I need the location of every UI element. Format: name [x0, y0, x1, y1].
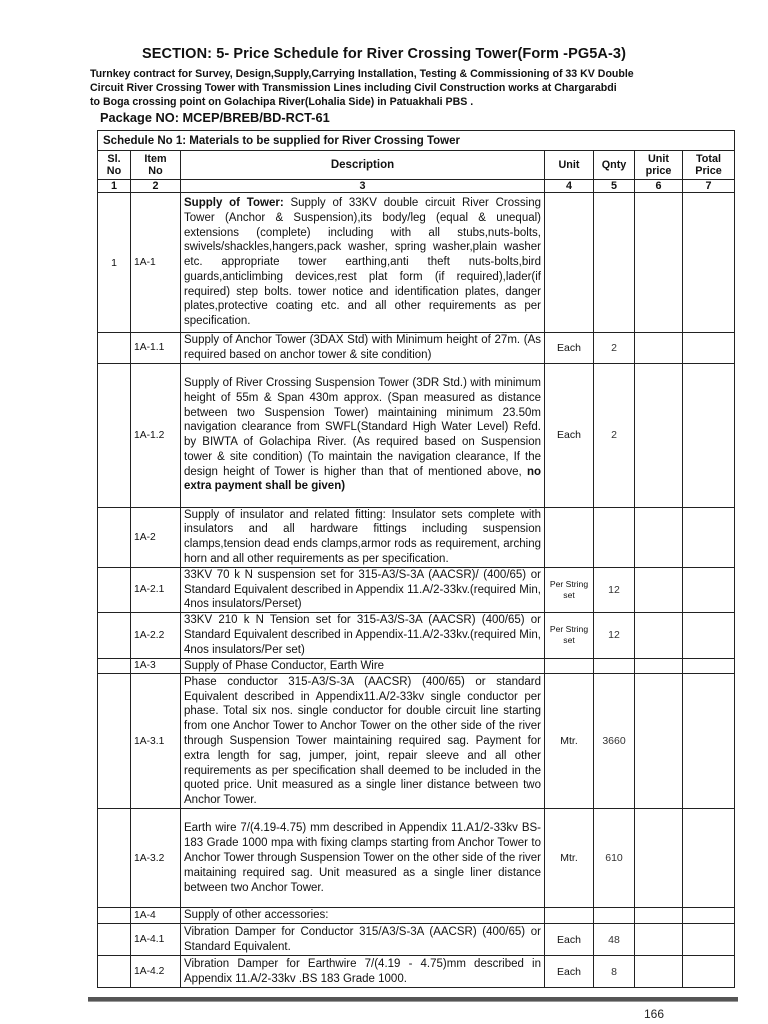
description-cell	[181, 193, 545, 333]
description-cell	[181, 674, 545, 809]
table-row	[98, 924, 735, 956]
unit-price-cell	[635, 193, 683, 333]
unit-price-cell	[635, 363, 683, 507]
unit-cell: Per String set	[545, 613, 594, 658]
total-price-cell	[683, 908, 735, 924]
table-row	[98, 908, 735, 924]
quantity-cell: 48	[594, 924, 635, 956]
sl-no-cell	[98, 658, 131, 674]
description-cell	[181, 908, 545, 924]
quantity-cell: 3660	[594, 674, 635, 809]
description-text: Supply of Anchor Tower (3DAX Std) with Minimum height of 27m. (As required based on anchor tower & site condition)	[184, 334, 541, 361]
unit-cell: Each	[545, 333, 594, 364]
footer-rule	[88, 997, 738, 1002]
unit-cell: Mtr.	[545, 809, 594, 908]
sl-no-cell: 1	[98, 193, 131, 333]
page-number: 166	[644, 1007, 665, 1021]
description-text: Supply of Phase Conductor, Earth Wire	[184, 659, 385, 672]
header-sl-no: Sl. No	[98, 151, 131, 180]
item-no-cell: 1A-1.2	[131, 363, 181, 507]
item-no-cell: 1A-3.2	[131, 809, 181, 908]
subtitle-line: Circuit River Crossing Tower with Transmission Lines including Civil Construction works at Chargarabdi	[90, 82, 617, 94]
item-no-cell: 1A-3	[131, 658, 181, 674]
unit-price-cell	[635, 908, 683, 924]
description-text: 33KV 70 k N suspension set for 315-A3/S-3A (AACSR)/ (400/65) or Standard Equivalent described in Appendix 11.A/2-33kv.(required Min, 4nos insulators/Perset)	[184, 568, 541, 611]
column-number: 3	[181, 180, 545, 193]
quantity-cell	[594, 908, 635, 924]
sl-no-cell	[98, 674, 131, 809]
description-emphasis: no extra payment shall be given)	[184, 465, 541, 493]
item-no-cell: 1A-4.2	[131, 956, 181, 988]
unit-price-cell	[635, 567, 683, 612]
description-text: Vibration Damper for Conductor 315/A3/S-3A (AACSR) (400/65) or Standard Equivalent.	[184, 925, 541, 953]
table-row	[98, 567, 735, 612]
table-row	[98, 809, 735, 908]
description-cell	[181, 333, 545, 364]
column-number: 7	[683, 180, 735, 193]
sl-no-cell	[98, 567, 131, 612]
unit-price-cell	[635, 674, 683, 809]
description-text: Earth wire 7/(4.19-4.75) mm described in Appendix 11.A1/2-33kv BS-183 Grade 1000 mpa with fixing clamps starting from Anchor Tower to Anchor Tower through Suspension Tower on the other side of the river maitaining required sag. Unit measured as a single liner distance between two Anchor Tower.	[184, 822, 541, 894]
item-no-cell: 1A-4.1	[131, 924, 181, 956]
column-number: 1	[98, 180, 131, 193]
quantity-cell	[594, 658, 635, 674]
column-number: 5	[594, 180, 635, 193]
unit-price-cell	[635, 924, 683, 956]
description-text: Supply of River Crossing Suspension Tower (3DR Std.) with minimum height of 55m & Span 430m approx. (Span measured as distance between two Suspension Tower) maintaining minimum 23.50m navigation clearance from SWFL(Standard High Water Level) Refd. by BIWTA of Golachipa River. (As required based on Suspension tower & site condition) (To maintain the navigation clearance, If the design height of Tower is higher than that of mentioned above,	[184, 376, 541, 478]
price-schedule-table	[97, 130, 735, 988]
subtitle-line: Turnkey contract for Survey, Design,Supply,Carrying Installation, Testing & Commissioning of 33 KV Double	[90, 68, 634, 80]
item-no-cell: 1A-2.1	[131, 567, 181, 612]
unit-price-cell	[635, 956, 683, 988]
description-cell	[181, 809, 545, 908]
table-row	[98, 363, 735, 507]
total-price-cell	[683, 956, 735, 988]
item-no-cell: 1A-3.1	[131, 674, 181, 809]
table-row	[98, 674, 735, 809]
description-text: Supply of other accessories:	[184, 909, 329, 922]
description-cell	[181, 507, 545, 567]
unit-cell	[545, 193, 594, 333]
description-text: 33KV 210 k N Tension set for 315-A3/S-3A (AACSR) (400/65) or Standard Equivalent described in Appendix-11.A/2-33kv.(required Min, 4nos insulators/Per set)	[184, 614, 541, 656]
sl-no-cell	[98, 956, 131, 988]
description-text: Supply of insulator and related fitting: Insulator sets complete with insulators and all hardware fittings including suspension clamps,tension dead ends clamps,armor rods as requirement, arching horn and all other requirements as per specification.	[184, 508, 541, 565]
unit-price-cell	[635, 658, 683, 674]
unit-cell	[545, 908, 594, 924]
item-no-cell: 1A-2.2	[131, 613, 181, 658]
table-row	[98, 956, 735, 988]
table-row	[98, 333, 735, 364]
description-cell	[181, 658, 545, 674]
description-cell	[181, 567, 545, 612]
contract-subtitle	[90, 67, 690, 109]
column-number: 2	[131, 180, 181, 193]
unit-cell	[545, 658, 594, 674]
column-number-row	[98, 180, 735, 193]
unit-cell: Each	[545, 924, 594, 956]
sl-no-cell	[98, 363, 131, 507]
sl-no-cell	[98, 924, 131, 956]
package-number: Package NO: MCEP/BREB/BD-RCT-61	[100, 110, 330, 125]
sl-no-cell	[98, 333, 131, 364]
unit-cell	[545, 507, 594, 567]
description-text: Supply of 33KV double circuit River Crossing Tower (Anchor & Suspension),its body/leg (equal & unequal) extensions (complete) including with all stubs,nuts-bolts, swivels/shackles,hangers,pack washer, spring washer,plain washer etc. appropriate tower earthing,anti theft nuts-bolts,bird guards,anticlimbing devices,rest plat form (if required),lader(if required) step bolts. tower notice and identification plates, danger plates,protective coating etc. and all other requirements as per specification.	[184, 196, 541, 328]
quantity-cell: 12	[594, 613, 635, 658]
unit-price-cell	[635, 613, 683, 658]
table-body	[98, 193, 735, 988]
quantity-cell	[594, 193, 635, 333]
item-no-cell: 1A-4	[131, 908, 181, 924]
sl-no-cell	[98, 908, 131, 924]
header-total-price: Total Price	[683, 151, 735, 180]
section-title: SECTION: 5- Price Schedule for River Crossing Tower(Form -PG5A-3)	[141, 46, 626, 62]
total-price-cell	[683, 924, 735, 956]
table-row	[98, 507, 735, 567]
total-price-cell	[683, 507, 735, 567]
total-price-cell	[683, 658, 735, 674]
quantity-cell	[594, 507, 635, 567]
quantity-cell: 2	[594, 333, 635, 364]
quantity-cell: 12	[594, 567, 635, 612]
header-unit: Unit	[545, 151, 594, 180]
item-no-cell: 1A-1	[131, 193, 181, 333]
header-unit-price: Unit price	[635, 151, 683, 180]
quantity-cell: 610	[594, 809, 635, 908]
table-row	[98, 658, 735, 674]
table-row	[98, 193, 735, 333]
sl-no-cell	[98, 809, 131, 908]
unit-cell: Each	[545, 363, 594, 507]
total-price-cell	[683, 809, 735, 908]
column-number: 6	[635, 180, 683, 193]
total-price-cell	[683, 333, 735, 364]
unit-cell: Per String set	[545, 567, 594, 612]
item-no-cell: 1A-2	[131, 507, 181, 567]
schedule-title: Schedule No 1: Materials to be supplied for River Crossing Tower	[98, 131, 735, 151]
unit-price-cell	[635, 809, 683, 908]
quantity-cell: 2	[594, 363, 635, 507]
sl-no-cell	[98, 507, 131, 567]
table-header-row	[98, 151, 735, 180]
description-text: Vibration Damper for Earthwire 7/(4.19 - 4.75)mm described in Appendix 11.A/2-33kv .BS 183 Grade 1000.	[184, 957, 541, 985]
unit-price-cell	[635, 333, 683, 364]
unit-cell: Each	[545, 956, 594, 988]
quantity-cell: 8	[594, 956, 635, 988]
item-no-cell: 1A-1.1	[131, 333, 181, 364]
description-cell	[181, 956, 545, 988]
description-cell	[181, 924, 545, 956]
unit-cell: Mtr.	[545, 674, 594, 809]
table-row	[98, 613, 735, 658]
description-text: Phase conductor 315-A3/S-3A (AACSR) (400/65) or standard Equivalent described in Appendix11.A/2-33kv single conductor per phase. Total six nos. single conductor for double circuit line starting from one Anchor Tower to Anchor Tower on the other side of the river through Suspension Tower maintaining required sag. Payment for extra length for sag, jumper, joint, repair sleeve and all other requirements as per specification shall deemed to be included in the quoted price. Unit measured as a single liner distance between two Anchor Tower.	[184, 675, 541, 807]
subtitle-line: to Boga crossing point on Golachipa River(Lohalia Side) in Patuakhali PBS .	[90, 96, 474, 108]
total-price-cell	[683, 193, 735, 333]
header-item-no: Item No	[131, 151, 181, 180]
description-cell	[181, 363, 545, 507]
total-price-cell	[683, 674, 735, 809]
sl-no-cell	[98, 613, 131, 658]
column-number: 4	[545, 180, 594, 193]
header-qnty: Qnty	[594, 151, 635, 180]
unit-price-cell	[635, 507, 683, 567]
header-description: Description	[181, 151, 545, 180]
total-price-cell	[683, 613, 735, 658]
total-price-cell	[683, 567, 735, 612]
description-lead: Supply of Tower:	[184, 196, 284, 209]
description-cell	[181, 613, 545, 658]
total-price-cell	[683, 363, 735, 507]
